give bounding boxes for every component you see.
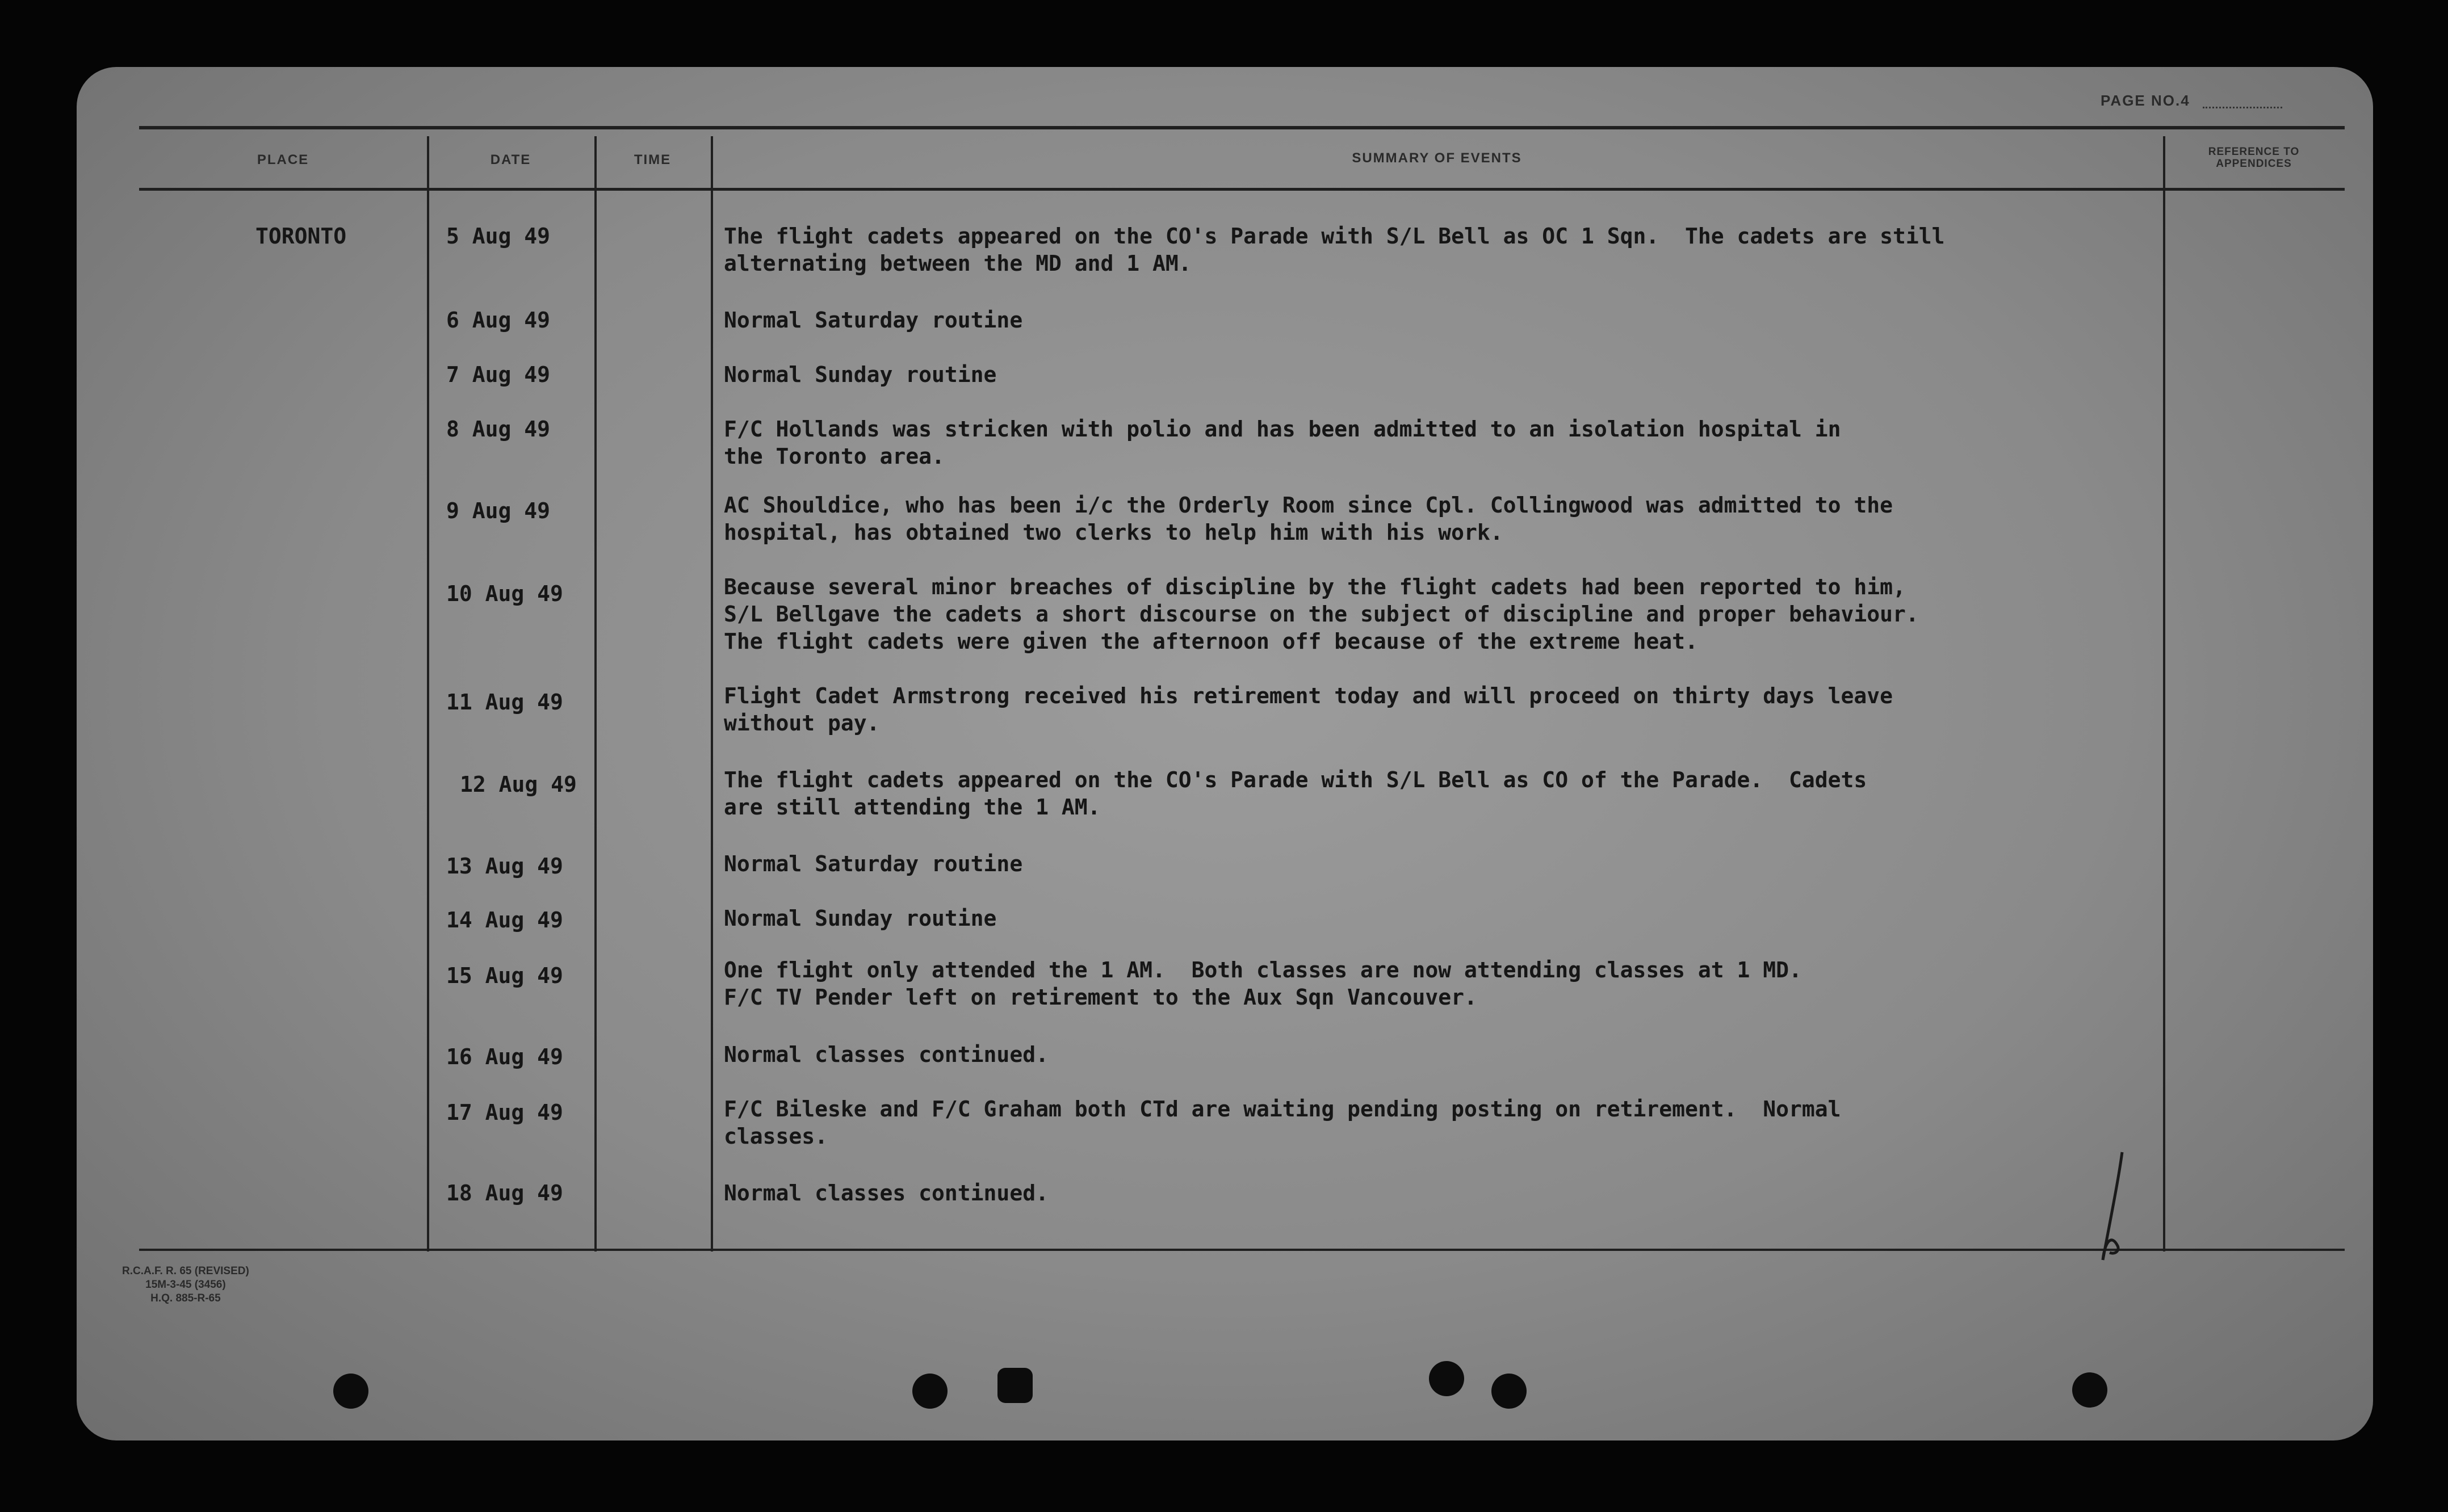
- binder-hole: [1491, 1374, 1527, 1409]
- page-number-caption: PAGE NO.: [2101, 92, 2181, 109]
- entry-date: 14 Aug 49: [446, 908, 563, 933]
- entry-date: 16 Aug 49: [446, 1044, 563, 1069]
- column-divider-place-date: [427, 136, 429, 1251]
- entry-summary: Flight Cadet Armstrong received his retirement today and will proceed on thirty days leave without pay.: [724, 683, 1893, 736]
- header-date: DATE: [490, 152, 531, 167]
- entry-summary: Normal Saturday routine: [724, 851, 1023, 876]
- header-summary: SUMMARY OF EVENTS: [1352, 150, 1522, 166]
- entry-date: 18 Aug 49: [446, 1181, 563, 1206]
- binder-hole: [333, 1374, 368, 1409]
- entry-summary: The flight cadets appeared on the CO's Parade with S/L Bell as CO of the Parade. Cadets are still attending the 1 AM.: [724, 767, 1867, 820]
- entry-date: 7 Aug 49: [446, 362, 551, 387]
- page-number-value: 4: [2181, 92, 2190, 109]
- binder-hole: [1429, 1361, 1464, 1396]
- entry-date: 6 Aug 49: [446, 308, 551, 333]
- entry-summary: Normal classes continued.: [724, 1181, 1049, 1206]
- entry-summary: F/C Bileske and F/C Graham both CTd are waiting pending posting on retirement. Normal classes.: [724, 1097, 1841, 1149]
- form-hq-code: H.Q. 885-R-65: [150, 1292, 221, 1304]
- header-bottom-rule: [139, 188, 2345, 191]
- entry-summary: Normal classes continued.: [724, 1042, 1049, 1067]
- entry-date: 10 Aug 49: [446, 581, 563, 606]
- header-reference-line2: APPENDICES: [2216, 158, 2292, 170]
- column-divider-date-time: [594, 136, 597, 1251]
- place-cell: TORONTO: [255, 224, 347, 249]
- entry-summary: Because several minor breaches of discipline by the flight cadets had been reported to him, S/L Bellgave the cadets a short discourse on the subject of discipline and proper behaviour. The flight cadets were given the afternoon off because of the extreme heat.: [724, 574, 1919, 654]
- entry-date: 5 Aug 49: [446, 224, 551, 249]
- handwritten-mark: [2095, 1149, 2129, 1263]
- entry-date: 11 Aug 49: [446, 690, 563, 715]
- header-reference-line1: REFERENCE TO: [2208, 146, 2300, 158]
- entry-date: 13 Aug 49: [446, 854, 563, 879]
- header-top-rule: [139, 126, 2345, 129]
- entry-summary: Normal Saturday routine: [724, 308, 1023, 333]
- entry-date: 15 Aug 49: [446, 963, 563, 988]
- header-place: PLACE: [257, 152, 309, 167]
- column-divider-time-summary: [711, 136, 713, 1251]
- header-time: TIME: [634, 152, 672, 167]
- entry-date: 17 Aug 49: [446, 1100, 563, 1125]
- binder-hole: [997, 1368, 1033, 1403]
- binder-hole: [912, 1374, 948, 1409]
- binder-hole: [2072, 1372, 2107, 1408]
- form-number: R.C.A.F. R. 65 (REVISED): [122, 1265, 249, 1277]
- form-print-code: 15M-3-45 (3456): [145, 1279, 226, 1291]
- entry-summary: AC Shouldice, who has been i/c the Orderly Room since Cpl. Collingwood was admitted to the hospital, has obtained two clerks to help him with his work.: [724, 493, 1893, 545]
- entry-date: 12 Aug 49: [460, 772, 577, 797]
- column-divider-summary-reference: [2163, 136, 2165, 1251]
- table-bottom-rule: [139, 1249, 2345, 1251]
- entry-summary: One flight only attended the 1 AM. Both classes are now attending classes at 1 MD. F/C TV Pender left on retirement to the Aux Sqn Vancouver.: [724, 957, 1802, 1010]
- page-number-dotted-line: [2203, 107, 2282, 108]
- form-footer: [122, 1265, 249, 1305]
- entry-date: 8 Aug 49: [446, 417, 551, 442]
- entry-summary: Normal Sunday routine: [724, 362, 997, 387]
- entry-summary: F/C Hollands was stricken with polio and has been admitted to an isolation hospital in the Toronto area.: [724, 417, 1841, 469]
- header-reference: [2163, 146, 2345, 170]
- entry-summary: The flight cadets appeared on the CO's Parade with S/L Bell as OC 1 Sqn. The cadets are still alternating between the MD and 1 AM.: [724, 224, 1945, 276]
- entry-summary: Normal Sunday routine: [724, 906, 997, 931]
- entry-date: 9 Aug 49: [446, 498, 551, 523]
- page-number-label: [2101, 92, 2190, 110]
